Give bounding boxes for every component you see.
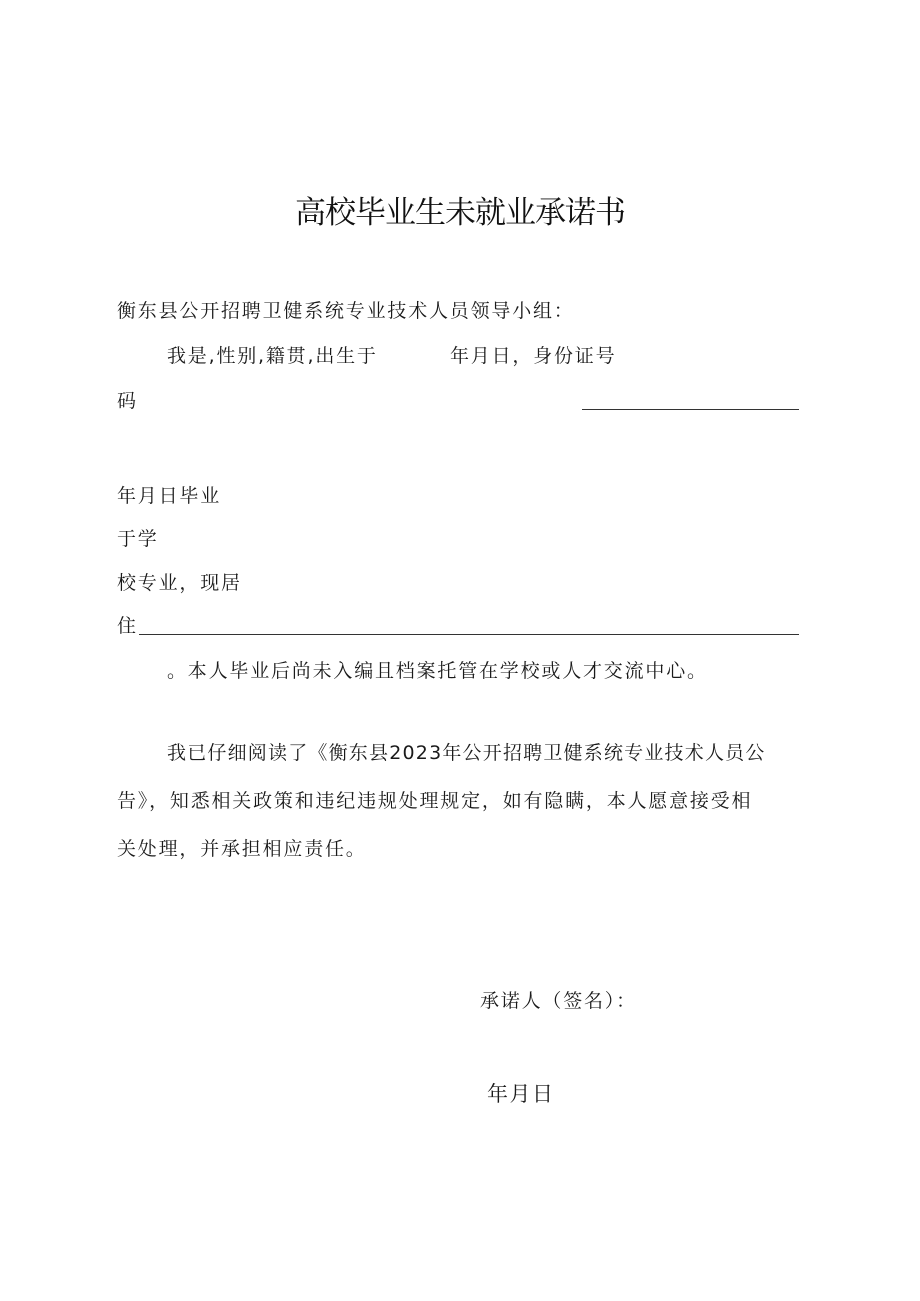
major-residence-line: 校专业，现居 xyxy=(117,572,242,594)
id-number-tail: 码 xyxy=(117,390,138,412)
intro-line: 我是,性别,籍贯,出生于 xyxy=(167,345,378,367)
graduation-date-line: 年月日毕业 xyxy=(117,485,222,507)
signature-date: 年月日 xyxy=(487,1082,555,1106)
salutation: 衡东县公开招聘卫健系统专业技术人员领导小组： xyxy=(117,300,575,322)
declaration-line-1: 我已仔细阅读了《衡东县2023年公开招聘卫健系统专业技术人员公 xyxy=(167,742,766,764)
declaration-line-3: 关处理，并承担相应责任。 xyxy=(117,838,367,860)
status-statement: 。本人毕业后尚未入编且档案托管在学校或人才交流中心。 xyxy=(167,660,708,682)
residence-line: 住 xyxy=(117,615,138,637)
signature-label: 承诺人（签名）： xyxy=(480,990,637,1012)
residence-blank xyxy=(139,634,799,635)
intro-date-line: 年月日，身份证号 xyxy=(450,345,617,367)
id-number-blank xyxy=(582,409,799,410)
declaration-line-2: 告》，知悉相关政策和违纪违规处理规定，如有隐瞒，本人愿意接受相 xyxy=(117,790,753,812)
document-title: 高校毕业生未就业承诺书 xyxy=(295,195,625,231)
graduation-school-line: 于学 xyxy=(117,528,159,550)
